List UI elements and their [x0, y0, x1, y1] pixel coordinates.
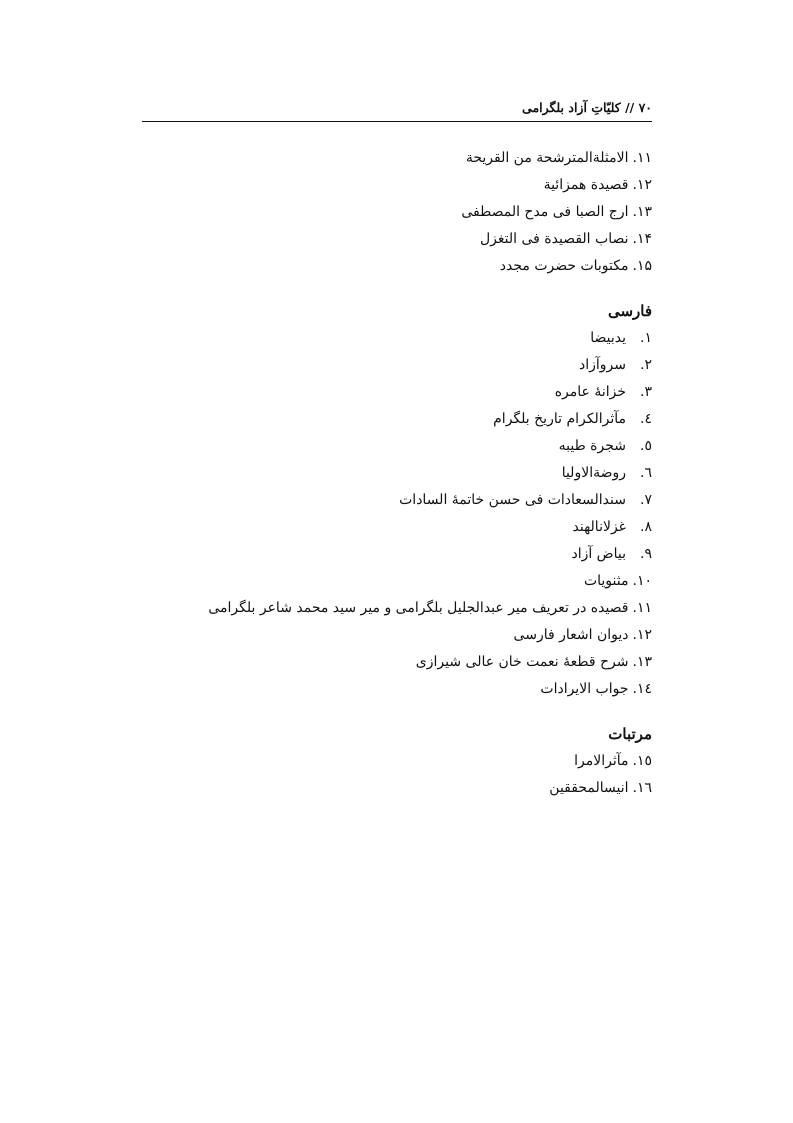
item-number: ١.: [640, 330, 652, 346]
item-title: سروآزاد: [579, 357, 626, 373]
item-title: ديوان اشعار فارسی: [513, 627, 629, 643]
list-item: [142, 406, 652, 433]
page-content: [142, 145, 652, 802]
item-title: سندالسعادات فى حسن خاتمهٔ السادات: [399, 492, 626, 508]
item-number: ١٥.: [632, 753, 652, 769]
item-number: ٨.: [640, 519, 652, 535]
item-number: ١٢.: [632, 177, 652, 193]
item-number: ٦.: [640, 465, 652, 481]
list-item: [142, 541, 652, 568]
list-item: [142, 226, 652, 253]
list-item: [142, 622, 652, 649]
item-title: غزلانالهند: [572, 519, 626, 535]
item-title: مآثرالامرا: [574, 753, 629, 769]
item-number: ١۵.: [632, 258, 652, 274]
list-item: [142, 514, 652, 541]
item-number: ١٣.: [632, 204, 652, 220]
item-number: ٤.: [640, 411, 652, 427]
item-title: روضةالاوليا: [561, 465, 626, 481]
section-persian: [142, 297, 652, 703]
list-item: [142, 379, 652, 406]
list-item: [142, 460, 652, 487]
list-item: [142, 199, 652, 226]
item-title: ارج الصبا فى مدح المصطفى: [461, 204, 629, 220]
item-title: مآثرالكرام تاريخ بلگرام: [493, 411, 626, 427]
list-item: [142, 325, 652, 352]
header-rule: [142, 121, 652, 122]
item-title: يدبيضا: [590, 330, 626, 346]
list-item: [142, 253, 652, 280]
list-item: [142, 748, 652, 775]
item-title: الامثلةالمترشحة من القريحة: [465, 150, 629, 166]
list-item: [142, 433, 652, 460]
item-number: ٢.: [640, 357, 652, 373]
section-compilations: [142, 720, 652, 802]
item-title: بياض آزاد: [571, 546, 626, 562]
item-title: مثنويات: [583, 573, 629, 589]
item-title: قصيدة همزائية: [543, 177, 629, 193]
section-title-persian: فارسی: [607, 302, 652, 320]
item-title: انيسالمحققين: [549, 780, 629, 796]
section-title-compilations: مرتبات: [608, 725, 652, 743]
item-number: ١١.: [632, 600, 652, 616]
item-title: شجرة طيبه: [558, 438, 626, 454]
item-number: ١٤.: [632, 681, 652, 697]
works-list-persian: [142, 325, 652, 703]
item-number: ٣.: [640, 384, 652, 400]
item-title: خزانهٔ عامره: [554, 384, 626, 400]
item-number: ١١.: [632, 150, 652, 166]
list-item: [142, 145, 652, 172]
item-title: قصيده در تعريف مير عبدالجليل بلگرامی و مير سيد محمد شاعر بلگرامی: [208, 600, 629, 616]
item-number: ١٦.: [632, 780, 652, 796]
section-arabic-continued: [142, 145, 652, 280]
item-number: ١٣.: [632, 654, 652, 670]
list-item: [142, 649, 652, 676]
item-number: ٥.: [640, 438, 652, 454]
works-list-arabic: [142, 145, 652, 280]
item-number: ١٠.: [632, 573, 652, 589]
list-item: [142, 676, 652, 703]
list-item: [142, 172, 652, 199]
item-number: ٧.: [640, 492, 652, 508]
list-item: [142, 775, 652, 802]
item-title: نصاب القصيدة فى التغزل: [479, 231, 629, 247]
list-item: [142, 595, 652, 622]
item-title: جواب الايرادات: [540, 681, 629, 697]
item-title: مكتوبات حضرت مجدد: [499, 258, 629, 274]
list-item: [142, 568, 652, 595]
list-item: [142, 487, 652, 514]
item-number: ٩.: [640, 546, 652, 562]
running-header: ٧٠ // کلیّاتِ آزاد بلگرامی: [522, 100, 652, 115]
list-item: [142, 352, 652, 379]
works-list-compilations: [142, 748, 652, 802]
item-number: ١٢.: [632, 627, 652, 643]
item-title: شرح قطعهٔ نعمت خان عالی شيرازی: [415, 654, 629, 670]
item-number: ١۴.: [632, 231, 652, 247]
